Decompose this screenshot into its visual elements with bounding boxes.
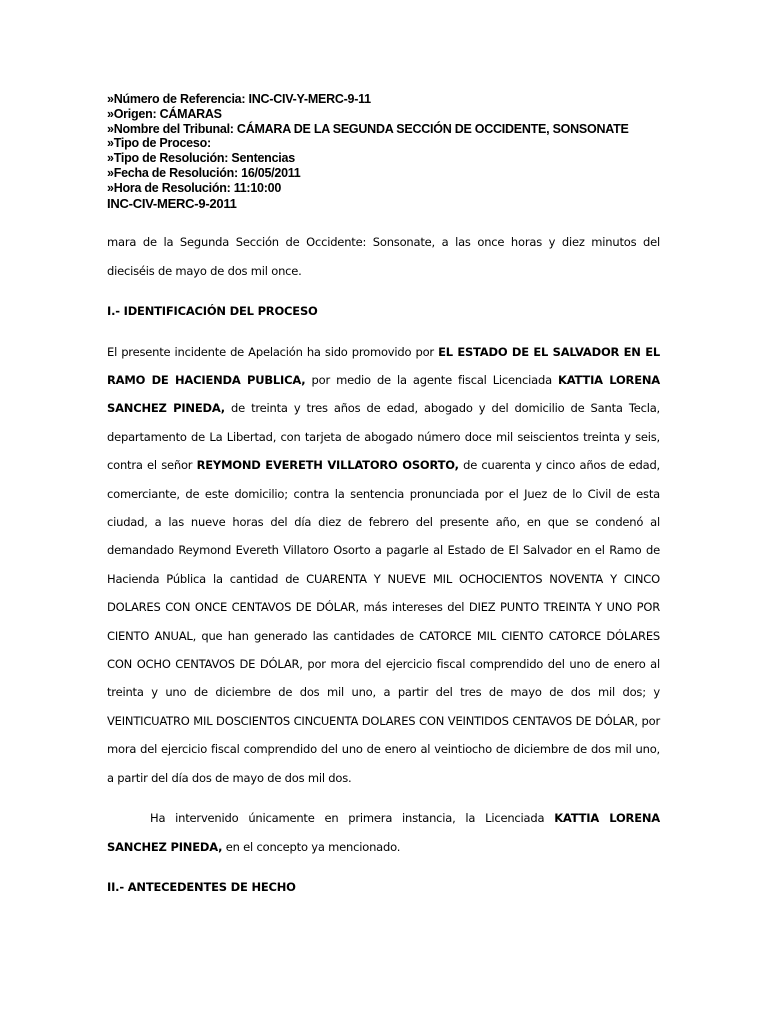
paragraph-text: El presente incidente de Apelación ha sido promovido por bbox=[107, 344, 439, 359]
paragraph-text: de cuarenta y cinco años de edad, comerciante, de este domicilio; contra la sentencia pronunciada por el Juez de lo Civil de esta ciudad, a las nueve horas del día diez de febrero del presente año, en que se condenó al demandado Reymond Evereth Villatoro Osorto a pagarle al Estado de El Salvador en el Ramo de Hacienda Pública la cantidad de CUARENTA Y NUEVE MIL OCHOCIENTOS NOVENTA Y CINCO DOLARES CON ONCE CENTAVOS DE DÓLAR, más intereses del DIEZ PUNTO TREINTA Y UNO POR CIENTO ANUAL, que han generado las cantidades de CATORCE MIL CIENTO CATORCE DÓLARES CON OCHO CENTAVOS DE DÓLAR, por mora del ejercicio fiscal comprendido del uno de enero al treinta y uno de diciembre de dos mil uno, a partir del tres de mayo de dos mil dos; y VEINTICUATRO MIL DOSCIENTOS CINCUENTA DOLARES CON VEINTIDOS CENTAVOS DE DÓLAR, por mora del ejercicio fiscal comprendido del uno de enero al veintiocho de diciembre de dos mil uno, a partir del día dos de mayo de dos mil dos. bbox=[107, 458, 660, 785]
reference-number: »Número de Referencia: INC-CIV-Y-MERC-9-11 bbox=[107, 92, 371, 106]
resolution-time: »Hora de Resolución: 11:10:00 bbox=[107, 180, 282, 195]
intervention-paragraph bbox=[107, 804, 660, 861]
origin: »Origen: CÁMARAS bbox=[107, 106, 222, 121]
section-heading-identification: I.- IDENTIFICACIÓN DEL PROCESO bbox=[107, 304, 318, 319]
resolution-date: »Fecha de Resolución: 16/05/2011 bbox=[107, 165, 301, 180]
party-name-state: EL ESTADO DE EL SALVADOR EN EL RAMO DE HACIENDA PUBLICA, bbox=[107, 344, 660, 387]
paragraph-text: de treinta y tres años de edad, abogado y del domicilio de Santa Tecla, departamento de La Libertad, con tarjeta de abogado número doce mil seiscientos treinta y seis, contra el señor bbox=[107, 401, 660, 473]
tribunal-name: »Nombre del Tribunal: CÁMARA DE LA SEGUNDA SECCIÓN DE OCCIDENTE, SONSONATE bbox=[107, 121, 629, 136]
identification-paragraph bbox=[107, 338, 660, 793]
document-metadata bbox=[107, 92, 660, 211]
intro-paragraph: mara de la Segunda Sección de Occidente: Sonsonate, a las once horas y diez minutos del dieciséis de mayo de dos mil once. bbox=[107, 235, 660, 278]
attorney-name: KATTIA LORENA SANCHEZ PINEDA, bbox=[107, 811, 660, 854]
process-type: »Tipo de Proceso: bbox=[107, 136, 211, 151]
section-heading-background: II.- ANTECEDENTES DE HECHO bbox=[107, 879, 296, 894]
document-page bbox=[107, 92, 660, 901]
paragraph-text: por medio de la agente fiscal Licenciada bbox=[305, 373, 558, 387]
attorney-name: KATTIA LORENA SANCHEZ PINEDA, bbox=[107, 373, 660, 416]
paragraph-text: en el concepto ya mencionado. bbox=[222, 839, 401, 854]
resolution-type: »Tipo de Resolución: Sentencias bbox=[107, 151, 295, 166]
document-body bbox=[107, 228, 660, 901]
case-code: INC-CIV-MERC-9-2011 bbox=[107, 195, 237, 211]
defendant-name: REYMOND EVERETH VILLATORO OSORTO, bbox=[196, 458, 459, 473]
paragraph-text: Ha intervenido únicamente en primera instancia, la Licenciada bbox=[150, 811, 555, 826]
